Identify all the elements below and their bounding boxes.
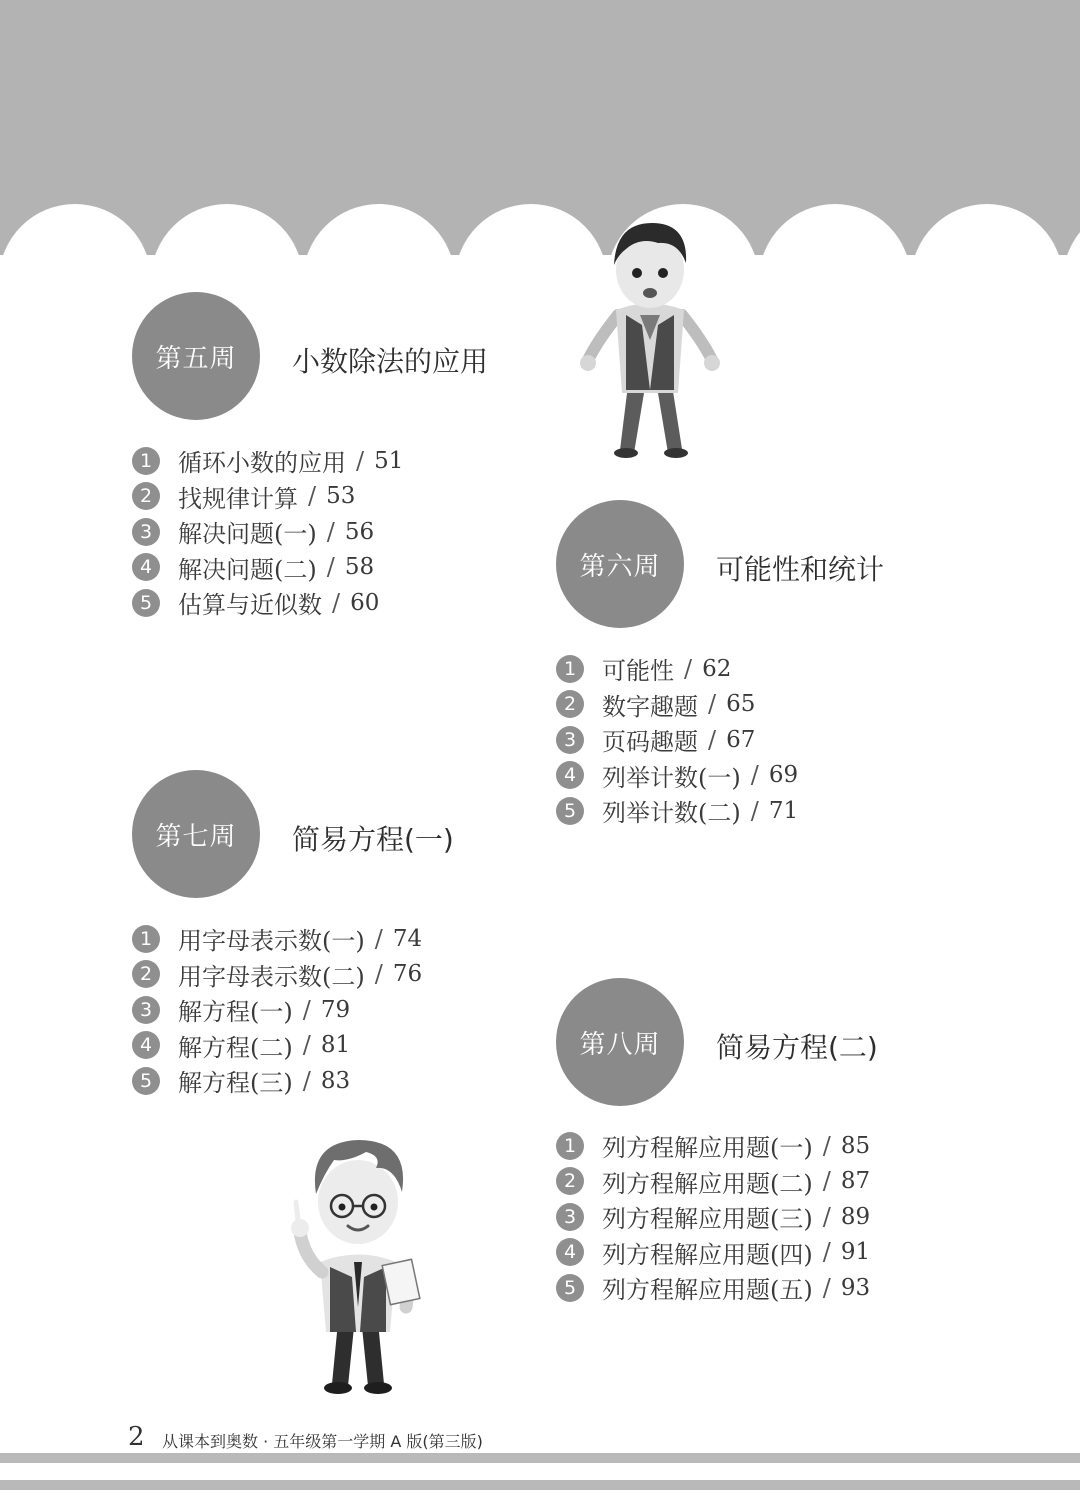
toc-item[interactable] [132,1063,422,1099]
item-number-badge: 1 [132,925,160,953]
toc-page-number: 74 [392,925,423,952]
item-number-badge: 5 [556,1274,584,1302]
week-5-label: 第五周 [155,343,237,374]
toc-item[interactable] [556,1164,870,1200]
toc-page-number: 58 [344,554,375,581]
toc-separator: / [822,1273,831,1302]
item-number-badge: 4 [132,1031,160,1059]
week-5-toc-list [132,443,403,621]
toc-item-title: 列方程解应用题(二) [602,1169,813,1198]
week-7-label: 第七周 [155,821,237,852]
week-6-badge [556,500,684,628]
item-number-badge: 1 [556,1132,584,1160]
week-7-toc-list [132,921,422,1099]
page-number: 2 [128,1422,145,1452]
item-number-badge: 4 [556,761,584,789]
toc-separator: / [684,654,693,683]
toc-item[interactable] [556,1270,870,1306]
toc-item-title: 数字趣题 [602,692,698,721]
toc-item-title: 用字母表示数(二) [178,962,365,991]
toc-page-number: 71 [768,797,799,824]
item-number-badge: 1 [132,447,160,475]
toc-page-number: 67 [726,726,756,753]
toc-page-number: 93 [840,1274,871,1301]
toc-separator: / [326,553,335,582]
toc-page-number: 87 [840,1168,871,1195]
toc-page-number: 62 [702,655,732,682]
toc-item[interactable] [556,1128,870,1164]
toc-separator: / [374,960,383,989]
toc-item-title: 页码趣题 [602,728,698,757]
toc-item-title: 列方程解应用题(一) [602,1134,813,1163]
toc-page-number: 89 [840,1203,871,1230]
toc-item[interactable] [556,1199,870,1235]
toc-separator: / [374,924,383,953]
item-number-badge: 1 [556,655,584,683]
toc-item[interactable] [132,550,403,586]
toc-page-number: 79 [320,996,351,1023]
item-number-badge: 5 [132,1067,160,1095]
toc-separator: / [302,1066,311,1095]
week-8-title: 简易方程(二) [716,1031,878,1064]
toc-item-title: 找规律计算 [178,484,298,513]
week-6-toc-list [556,651,798,829]
toc-separator: / [822,1167,831,1196]
toc-item-title: 解决问题(二) [178,555,317,584]
toc-item[interactable] [132,443,403,479]
item-number-badge: 2 [132,482,160,510]
toc-separator: / [822,1202,831,1231]
toc-item-title: 可能性 [602,657,674,686]
toc-item[interactable] [132,585,403,621]
toc-separator: / [750,796,759,825]
toc-item-title: 列方程解应用题(五) [602,1276,813,1305]
toc-item[interactable] [556,651,798,687]
toc-separator: / [302,995,311,1024]
boy-illustration [580,215,720,465]
item-number-badge: 2 [132,960,160,988]
toc-page-number: 81 [320,1032,351,1059]
toc-separator: / [356,446,365,475]
toc-item-title: 解方程(一) [178,998,293,1027]
toc-item-title: 解方程(二) [178,1033,293,1062]
toc-page-number: 56 [344,518,375,545]
item-number-badge: 5 [556,797,584,825]
toc-item[interactable] [132,921,422,957]
item-number-badge: 3 [556,1203,584,1231]
toc-page-number: 76 [392,961,423,988]
toc-item[interactable] [132,992,422,1028]
toc-page-number: 65 [726,691,756,718]
item-number-badge: 4 [556,1238,584,1266]
item-number-badge: 4 [132,553,160,581]
week-5-badge [132,292,260,420]
footer-rule-top [0,1453,1080,1463]
teacher-illustration [278,1122,438,1397]
toc-item[interactable] [132,957,422,993]
toc-item-title: 估算与近似数 [178,591,322,620]
week-8-badge [556,978,684,1106]
toc-item-title: 用字母表示数(一) [178,927,365,956]
toc-item[interactable] [556,758,798,794]
toc-separator: / [326,517,335,546]
week-5-title: 小数除法的应用 [292,345,489,378]
toc-page-number: 83 [320,1067,351,1094]
toc-item[interactable] [132,1028,422,1064]
toc-page-number: 91 [840,1239,871,1266]
toc-page-number: 60 [350,589,380,616]
footer-rule-bottom [0,1480,1080,1490]
toc-page-number: 85 [840,1132,871,1159]
toc-separator: / [822,1131,831,1160]
item-number-badge: 2 [556,1167,584,1195]
toc-item[interactable] [556,687,798,723]
item-number-badge: 5 [132,589,160,617]
toc-item-title: 循环小数的应用 [178,449,346,478]
toc-page-number: 51 [374,447,404,474]
toc-separator: / [708,725,717,754]
week-6-label: 第六周 [579,551,661,582]
toc-item-title: 列方程解应用题(四) [602,1240,813,1269]
toc-separator: / [302,1031,311,1060]
toc-item[interactable] [132,514,403,550]
item-number-badge: 3 [556,726,584,754]
toc-separator: / [750,761,759,790]
item-number-badge: 3 [132,996,160,1024]
toc-item[interactable] [556,793,798,829]
toc-separator: / [332,588,341,617]
toc-item-title: 列举计数(一) [602,763,741,792]
toc-item-title: 解方程(三) [178,1069,293,1098]
item-number-badge: 3 [132,518,160,546]
week-8-label: 第八周 [579,1029,661,1060]
toc-item[interactable] [556,1235,870,1271]
book-title-footer: 从课本到奥数 · 五年级第一学期 A 版(第三版) [162,1432,483,1451]
toc-page-number: 53 [326,483,356,510]
week-7-title: 简易方程(一) [292,823,454,856]
toc-item-title: 解决问题(一) [178,520,317,549]
toc-item[interactable] [132,479,403,515]
toc-page-number: 69 [768,762,799,789]
toc-separator: / [822,1238,831,1267]
toc-item[interactable] [556,722,798,758]
header-scallop-band [0,0,1080,300]
week-8-toc-list [556,1128,870,1306]
week-6-title: 可能性和统计 [716,553,885,586]
toc-item-title: 列举计数(二) [602,799,741,828]
week-7-badge [132,770,260,898]
toc-separator: / [708,690,717,719]
toc-separator: / [308,482,317,511]
toc-item-title: 列方程解应用题(三) [602,1205,813,1234]
item-number-badge: 2 [556,690,584,718]
